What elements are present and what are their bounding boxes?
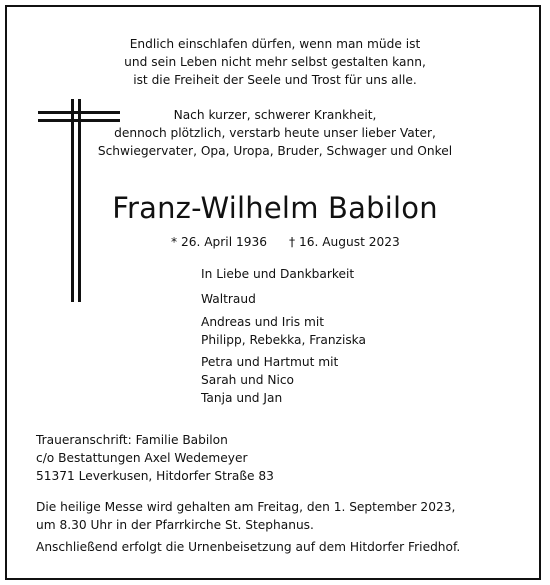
verse-line: und sein Leben nicht mehr selbst gestalten kann, — [124, 55, 426, 69]
mourner-line: Andreas und Iris mit — [201, 315, 325, 329]
announcement-line: Schwiegervater, Opa, Uropa, Bruder, Schwager und Onkel — [97, 144, 453, 158]
mourner-line: Tanja und Jan — [201, 391, 283, 405]
service-line: um 8.30 Uhr in der Pfarrkirche St. Stephanus. — [36, 518, 314, 532]
service-line: Die heilige Messe wird gehalten am Freitag, den 1. September 2023, — [36, 500, 456, 514]
death-date: † 16. August 2023 — [289, 235, 400, 249]
announcement-line: Nach kurzer, schwerer Krankheit, — [173, 108, 377, 122]
service-line: Anschließend erfolgt die Urnenbeisetzung auf dem Hitdorfer Friedhof. — [36, 540, 461, 554]
mourner-line: Waltraud — [201, 292, 256, 306]
address-line: Traueranschrift: Familie Babilon — [36, 433, 228, 447]
mourner-line: Petra und Hartmut mit — [201, 355, 339, 369]
verse-line: Endlich einschlafen dürfen, wenn man müde ist — [129, 37, 421, 51]
deceased-name: Franz-Wilhelm Babilon — [112, 191, 438, 225]
address-line: c/o Bestattungen Axel Wedemeyer — [36, 451, 248, 465]
mourner-line: Philipp, Rebekka, Franziska — [201, 333, 366, 347]
address-line: 51371 Leverkusen, Hitdorfer Straße 83 — [36, 469, 274, 483]
verse-line: ist die Freiheit der Seele und Trost für uns alle. — [133, 73, 417, 87]
announcement-line: dennoch plötzlich, verstarb heute unser lieber Vater, — [114, 126, 436, 140]
birth-date: * 26. April 1936 — [171, 235, 267, 249]
mourners-intro: In Liebe und Dankbarkeit — [201, 267, 355, 281]
mourner-line: Sarah und Nico — [201, 373, 295, 387]
